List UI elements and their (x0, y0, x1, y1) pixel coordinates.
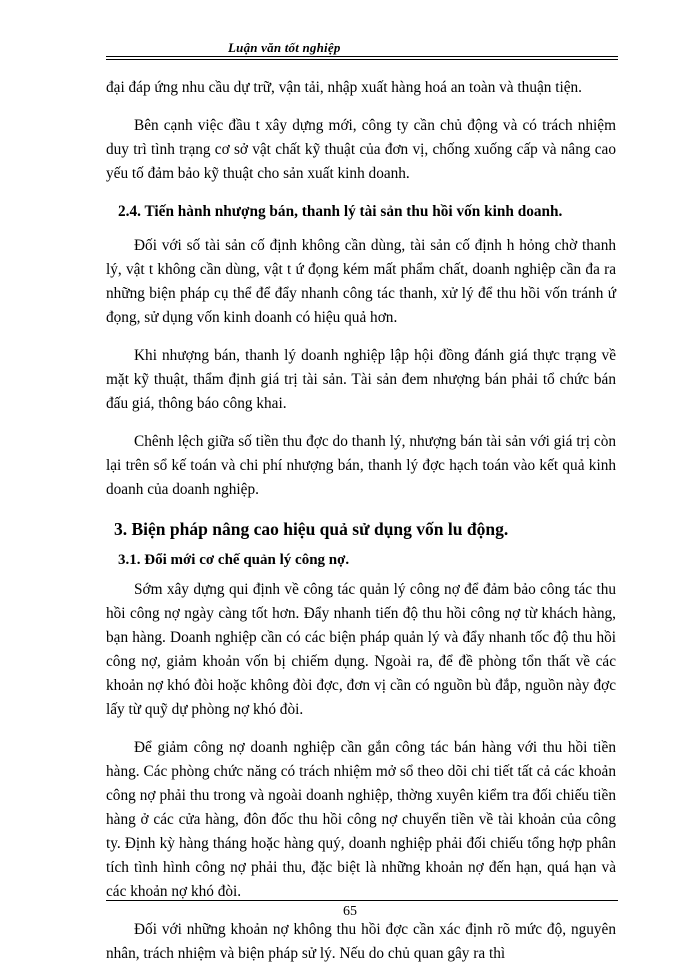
paragraph-text: đại đáp ứng nhu cầu dự trữ, vận tải, nhập xuất hàng hoá an toàn và thuận tiện. (106, 79, 582, 96)
page-number: 65 (343, 904, 357, 919)
paragraph-text: Bên cạnh việc đầu t xây dựng mới, công ty cần chủ động và có trách nhiệm duy trì tình trạng cơ sở vật chất kỹ thuật của đơn vị, chống xuống cấp và nâng cao yếu tố đảm bảo kỹ thuật cho sản xuất kinh doanh. (106, 117, 616, 182)
paragraph-text: Sớm xây dựng qui định về công tác quản lý công nợ để đảm bảo công tác thu hồi công nợ ngày càng tốt hơn. Đẩy nhanh tiến độ thu hồi công nợ từ khách hàng, bạn hàng. Doanh nghiệp cần có các biện pháp quản lý và đẩy nhanh tốc độ thu hồi công nợ, giảm khoản vốn bị chiếm dụng. Ngoài ra, để đề phòng tổn thất về các khoản nợ khó đòi hoặc không đòi đợc, đơn vị cần có nguồn bù đắp, nguồn này đợc lấy từ quỹ dự phòng nợ khó đòi. (106, 581, 616, 718)
section-heading-3-1: 3.1. Đổi mới cơ chế quản lý công nợ. (118, 552, 350, 568)
page-body (106, 76, 616, 980)
paragraph (106, 578, 616, 722)
paragraph (106, 430, 616, 502)
paragraph (106, 234, 616, 330)
section-heading-2-4: 2.4. Tiến hành nhượng bán, thanh lý tài sản thu hồi vốn kinh doanh. (118, 203, 563, 220)
paragraph (106, 918, 616, 966)
paragraph-text: Đối với số tài sản cố định không cần dùng, tài sản cố định h hỏng chờ thanh lý, vật t không cần dùng, vật t ứ đọng kém mất phẩm chất, doanh nghiệp cần đa ra những biện pháp cụ thể để đẩy nhanh công tác thanh, xử lý để thu hồi vốn tránh ứ đọng, sử dụng vốn kinh doanh có hiệu quả hơn. (106, 237, 616, 326)
running-header-title: Luận văn tốt nghiệp (228, 40, 341, 55)
paragraph (106, 76, 616, 100)
footer-rule (106, 900, 618, 901)
section-heading-3: 3. Biện pháp nâng cao hiệu quả sử dụng vốn lu động. (114, 519, 509, 539)
paragraph-text: Để giảm công nợ doanh nghiệp cần gắn công tác bán hàng với thu hồi tiền hàng. Các phòng chức năng có trách nhiệm mở sổ theo dõi chi tiết tất cả các khoản công nợ phải thu trong và ngoài doanh nghiệp, thờng xuyên kiểm tra đối chiếu tiền hàng ở các cửa hàng, đôn đốc thu hồi công nợ chuyển tiền về tài khoản của công ty. Định kỳ hàng tháng hoặc hàng quý, doanh nghiệp phải đối chiếu tổng hợp phân tích tình hình công nợ phải thu, đặc biệt là những khoản nợ đến hạn, quá hạn và các khoản nợ khó đòi. (106, 739, 616, 900)
header-rule (106, 56, 618, 60)
paragraph (106, 344, 616, 416)
paragraph-text: Chênh lệch giữa số tiền thu đợc do thanh lý, nhượng bán tài sản với giá trị còn lại trên sổ kế toán và chi phí nhượng bán, thanh lý đợc hạch toán vào kết quả kinh doanh của doanh nghiệp. (106, 433, 616, 498)
paragraph-text: Khi nhượng bán, thanh lý doanh nghiệp lập hội đồng đánh giá thực trạng về mặt kỹ thuật, thẩm định giá trị tài sản. Tài sản đem nhượng bán phải tổ chức bán đấu giá, thông báo công khai. (106, 347, 616, 412)
paragraph (106, 114, 616, 186)
paragraph (106, 736, 616, 904)
paragraph-text: Đối với những khoản nợ không thu hồi đợc cần xác định rõ mức độ, nguyên nhân, trách nhiệm và biện pháp sử lý. Nếu do chủ quan gây ra thì (106, 921, 616, 962)
